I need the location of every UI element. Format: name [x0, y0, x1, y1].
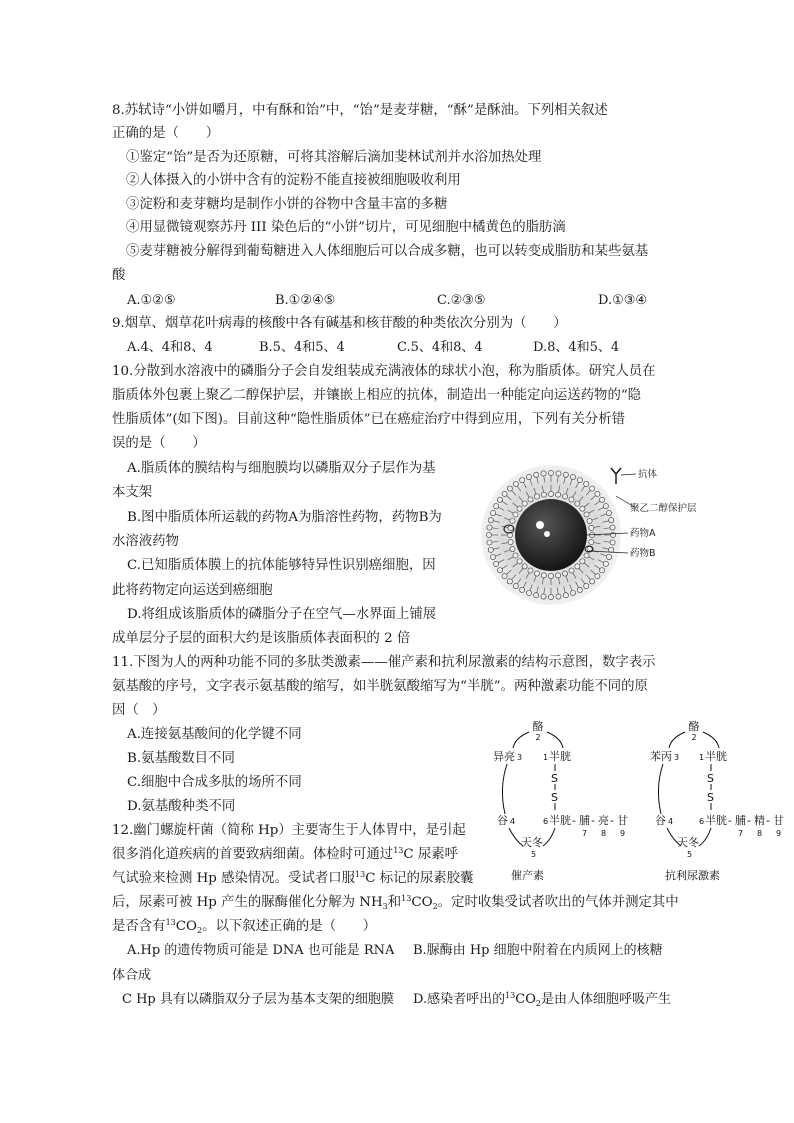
svg-text:-: -: [572, 814, 576, 827]
svg-text:6: 6: [699, 817, 705, 826]
q8-option-c: C.②③⑤: [437, 293, 486, 308]
q8-item-3: ③淀粉和麦芽糖均是制作小饼的谷物中含量丰富的多糖: [126, 197, 448, 212]
q12-line3: 气试验来检测 Hp 感染情况。受试者口服$^{13}$C 标记的尿素胶囊: [112, 870, 474, 886]
svg-text:-: -: [591, 814, 595, 827]
oxytocin-structure: [493, 720, 628, 882]
svg-text:2: 2: [691, 733, 697, 742]
svg-text:9: 9: [776, 829, 782, 838]
q10-stem-line1: 10.分散到水溶液中的磷脂分子会自发组装成充满液体的球状小泡，称为脂质体。研究人员在: [112, 364, 656, 379]
oxy-gly: 甘: [617, 814, 628, 827]
q10-option-a-line2: 本支架: [112, 485, 153, 500]
svg-text:3: 3: [517, 753, 523, 762]
q12-line2: 很多消化道疾病的首要致病细菌。体检时可通过$^{13}$C 尿素呼: [112, 846, 459, 862]
q12-option-d: D.感染者呼出的$^{13}CO_2$是由人体细胞呼吸产生: [413, 991, 671, 1008]
oxy-asn: 天冬: [521, 836, 543, 849]
q10-option-a-line1: A.脂质体的膜结构与细胞膜均以磷脂双分子层作为基: [127, 461, 436, 476]
oxy-cys1: 半胱: [549, 750, 571, 763]
q9-option-d: D.8、4和5、4: [533, 340, 620, 355]
q8-stem-line2: 正确的是（ ）: [112, 126, 220, 141]
svg-text:3: 3: [674, 753, 680, 762]
q10-option-c-line2: 此将药物定向运送到癌细胞: [112, 583, 273, 598]
q11-option-d: D.氨基酸种类不同: [127, 799, 236, 814]
svg-text:2: 2: [535, 733, 541, 742]
q8-stem-line1: 8.苏轼诗“小饼如嚼月，中有酥和饴”中，“饴”是麦芽糖，“酥”是酥油。下列相关叙述: [112, 103, 608, 118]
q8-option-a: A.①②⑤: [127, 293, 176, 308]
q12-option-b-line2: 体合成: [112, 968, 152, 983]
oxy-cys6: 半胱: [549, 814, 571, 827]
q10-option-d-line1: D.将组成该脂质体的磷脂分子在空气—水界面上铺展: [127, 607, 437, 622]
q10-stem-line2: 脂质体外包裹上聚乙二醇保护层，并镶嵌上相应的抗体，制造出一种能定向运送药物的“隐: [112, 388, 642, 403]
q8-item-2: ②人体摄入的小饼中含有的淀粉不能直接被细胞吸收利用: [126, 173, 461, 188]
oxy-tyr: 酪: [532, 720, 544, 733]
q12-line4: 后，尿素可被 Hp 产生的脲酶催化分解为 $NH_3$和$^{13}CO_2$。定时收集受试者吹出的气体并测定其中: [112, 894, 679, 911]
q12-option-c: C Hp 具有以磷脂双分子层为基本支架的细胞膜: [122, 992, 394, 1007]
label-drug-b: 药物B: [630, 548, 656, 559]
svg-text:1: 1: [699, 753, 705, 762]
vaso-gln: 谷: [655, 814, 666, 827]
q8-item-5: ⑤麦芽糖被分解得到葡萄糖进入人体细胞后可以合成多糖，也可以转变成脂肪和某些氨基: [126, 244, 649, 259]
q8-option-d: D.①③④: [598, 293, 648, 308]
svg-text:5: 5: [531, 850, 537, 859]
q8-item-5-cont: 酸: [112, 268, 126, 283]
q10-stem-line3: 性脂质体”(如下图)。目前这种“隐性脂质体”已在癌症治疗中得到应用，下列有关分析错: [112, 412, 626, 427]
q9-option-c: C.5、4和8、4: [397, 340, 483, 355]
q11-stem-line2: 氨基酸的序号，文字表示氨基酸的缩写，如半胱氨酸缩写为“半胱”。两种激素功能不同的原: [112, 679, 648, 694]
q8-item-4: ④用显微镜观察苏丹 III 染色后的“小饼”切片，可见细胞中橘黄色的脂肪滴: [126, 220, 566, 235]
q8-item-1: ①鉴定“饴”是否为还原糖，可将其溶解后滴加斐林试剂并水浴加热处理: [126, 150, 542, 165]
svg-text:4: 4: [668, 817, 674, 826]
q10-stem-line4: 误的是（ ）: [112, 436, 206, 451]
vaso-arg: 精: [754, 814, 765, 827]
q9-option-a: A.4、4和8、4: [127, 340, 213, 355]
q12-line5: 是否含有$^{13}CO_2$。以下叙述正确的是（ ）: [112, 918, 377, 935]
q11-option-b: B.氨基酸数目不同: [127, 751, 235, 766]
vaso-cys6: 半胱: [705, 814, 727, 827]
q11-stem-line1: 11.下图为人的两种功能不同的多肽类激素——催产素和抗利尿激素的结构示意图，数字表示: [112, 655, 656, 670]
drug-a-2: [544, 531, 550, 537]
svg-text:S: S: [707, 791, 714, 804]
vasopressin-structure: [650, 720, 784, 882]
oxy-ile: 异亮: [493, 750, 515, 763]
svg-text:S: S: [551, 772, 558, 785]
vaso-pro: 脯: [735, 814, 746, 827]
q11-stem-line3: 因（ ）: [112, 703, 166, 718]
label-antibody: 抗体: [638, 469, 658, 480]
aqueous-core: [515, 499, 587, 571]
q11-option-c: C.细胞中合成多肽的场所不同: [127, 775, 302, 790]
vasopressin-name: 抗利尿激素: [665, 869, 720, 882]
q9-stem: 9.烟草、烟草花叶病毒的核酸中各有碱基和核苷酸的种类依次分别为（ ）: [112, 316, 567, 331]
label-peg: 聚乙二醇保护层: [630, 503, 697, 514]
q10-option-d-line2: 成单层分子层的面积大约是该脂质体表面积的 2 倍: [112, 631, 411, 646]
svg-text:6: 6: [543, 817, 549, 826]
drug-a: [536, 521, 544, 529]
svg-text:-: -: [728, 814, 732, 827]
oxy-leu: 亮: [598, 814, 609, 827]
vaso-cys1: 半胱: [705, 750, 727, 763]
vaso-tyr: 酪: [688, 720, 700, 733]
liposome-figure: [476, 458, 716, 618]
q12-line1: 12.幽门螺旋杆菌（简称 Hp）主要寄生于人体胃中，是引起: [112, 823, 466, 838]
svg-text:8: 8: [757, 829, 763, 838]
svg-text:7: 7: [582, 829, 588, 838]
svg-text:5: 5: [687, 850, 693, 859]
vaso-phe: 苯丙: [650, 750, 672, 763]
svg-text:4: 4: [510, 817, 516, 826]
svg-text:-: -: [610, 814, 614, 827]
q9-option-b: B.5、4和5、4: [259, 340, 345, 355]
q11-option-a: A.连接氨基酸间的化学键不同: [127, 727, 302, 742]
q10-option-b-line2: 水溶液药物: [112, 534, 179, 549]
svg-text:1: 1: [543, 753, 549, 762]
oxy-pro: 脯: [579, 814, 590, 827]
vaso-gly: 甘: [773, 814, 784, 827]
q10-option-b-line1: B.图中脂质体所运载的药物A为脂溶性药物，药物B为: [127, 510, 442, 525]
vaso-asn: 天冬: [677, 836, 699, 849]
oxy-gln: 谷: [497, 814, 508, 827]
svg-text:-: -: [747, 814, 751, 827]
q10-option-c-line1: C.已知脂质体膜上的抗体能够特异性识别癌细胞，因: [127, 558, 436, 573]
svg-text:S: S: [551, 791, 558, 804]
label-drug-a: 药物A: [630, 528, 656, 539]
q12-option-b-line1: B.脲酶由 Hp 细胞中附着在内质网上的核糖: [413, 943, 663, 958]
pointer-antibody: [621, 474, 636, 475]
antibody-icon: [611, 468, 621, 484]
svg-text:S: S: [707, 772, 714, 785]
q12-option-a: A.Hp 的遗传物质可能是 DNA 也可能是 RNA: [127, 943, 395, 958]
svg-text:-: -: [766, 814, 770, 827]
svg-text:7: 7: [738, 829, 744, 838]
svg-text:9: 9: [620, 829, 626, 838]
q8-option-b: B.①②④⑤: [275, 293, 336, 308]
hormone-structure-figure: [485, 718, 794, 888]
oxytocin-name: 催产素: [511, 869, 544, 882]
svg-text:8: 8: [601, 829, 607, 838]
